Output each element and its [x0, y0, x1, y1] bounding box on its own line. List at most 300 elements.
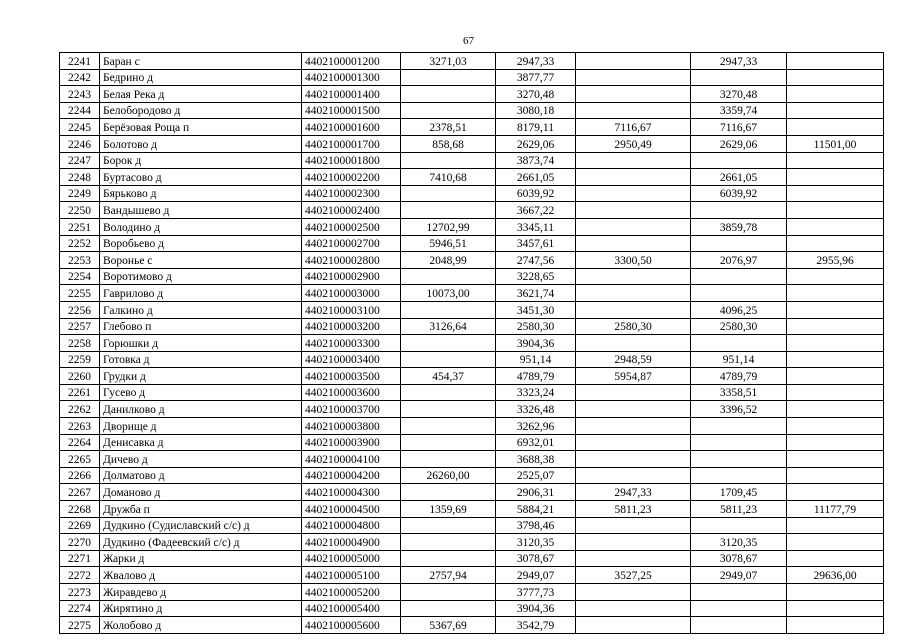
value-col2-cell: 3323,24: [496, 384, 576, 401]
table-row: [60, 135, 884, 152]
table-row: [60, 318, 884, 335]
settlement-name-cell: Гусево д: [100, 384, 302, 401]
settlement-name-cell: Глебово п: [100, 318, 302, 335]
table-row: [60, 268, 884, 285]
value-col2-cell: 3688,38: [496, 451, 576, 468]
table-row: [60, 617, 884, 634]
row-number-cell: 2241: [60, 53, 100, 70]
value-col1-cell: [401, 185, 496, 202]
value-col1-cell: [401, 401, 496, 418]
row-number-cell: 2273: [60, 584, 100, 601]
settlement-name-cell: Готовка д: [100, 351, 302, 368]
value-col1-cell: [401, 86, 496, 103]
code-cell: 4402100001700: [302, 135, 401, 152]
table-row: [60, 434, 884, 451]
value-col3-cell: [576, 451, 691, 468]
row-number-cell: 2244: [60, 102, 100, 119]
settlement-name-cell: Грудки д: [100, 368, 302, 385]
value-col1-cell: [401, 384, 496, 401]
settlement-name-cell: Бедрино д: [100, 69, 302, 86]
value-col5-cell: [787, 301, 884, 318]
value-col1-cell: 3126,64: [401, 318, 496, 335]
table-row: [60, 501, 884, 518]
code-cell: 4402100004100: [302, 451, 401, 468]
value-col3-cell: 5811,23: [576, 501, 691, 518]
settlement-name-cell: Болотово д: [100, 135, 302, 152]
value-col5-cell: [787, 218, 884, 235]
code-cell: 4402100001600: [302, 119, 401, 136]
code-cell: 4402100002300: [302, 185, 401, 202]
value-col3-cell: [576, 69, 691, 86]
value-col4-cell: [691, 152, 787, 169]
value-col3-cell: [576, 384, 691, 401]
value-col4-cell: 4789,79: [691, 368, 787, 385]
code-cell: 4402100003400: [302, 351, 401, 368]
settlement-name-cell: Жирятино д: [100, 600, 302, 617]
settlement-name-cell: Воротимово д: [100, 268, 302, 285]
row-number-cell: 2274: [60, 600, 100, 617]
value-col1-cell: [401, 268, 496, 285]
code-cell: 4402100002400: [302, 202, 401, 219]
table-row: [60, 252, 884, 269]
table-row: [60, 351, 884, 368]
value-col4-cell: 3359,74: [691, 102, 787, 119]
value-col1-cell: [401, 484, 496, 501]
table-row: [60, 418, 884, 435]
value-col3-cell: [576, 301, 691, 318]
row-number-cell: 2272: [60, 567, 100, 584]
settlement-name-cell: Денисавка д: [100, 434, 302, 451]
code-cell: 4402100003900: [302, 434, 401, 451]
value-col4-cell: 4096,25: [691, 301, 787, 318]
code-cell: 4402100001200: [302, 53, 401, 70]
row-number-cell: 2259: [60, 351, 100, 368]
value-col1-cell: [401, 600, 496, 617]
value-col2-cell: 6932,01: [496, 434, 576, 451]
code-cell: 4402100002500: [302, 218, 401, 235]
code-cell: 4402100003500: [302, 368, 401, 385]
settlement-name-cell: Жвалово д: [100, 567, 302, 584]
code-cell: 4402100002200: [302, 169, 401, 186]
value-col2-cell: 3777,73: [496, 584, 576, 601]
value-col5-cell: [787, 467, 884, 484]
value-col5-cell: [787, 235, 884, 252]
row-number-cell: 2248: [60, 169, 100, 186]
data-table: [59, 52, 884, 634]
table-row: [60, 235, 884, 252]
value-col3-cell: [576, 534, 691, 551]
value-col4-cell: 2661,05: [691, 169, 787, 186]
value-col1-cell: [401, 335, 496, 352]
value-col1-cell: [401, 434, 496, 451]
table-row: [60, 451, 884, 468]
value-col3-cell: [576, 517, 691, 534]
row-number-cell: 2256: [60, 301, 100, 318]
settlement-name-cell: Дудкино (Судиславский с/с) д: [100, 517, 302, 534]
value-col3-cell: 2947,33: [576, 484, 691, 501]
code-cell: 4402100004900: [302, 534, 401, 551]
value-col2-cell: 3877,77: [496, 69, 576, 86]
value-col3-cell: [576, 467, 691, 484]
code-cell: 4402100001800: [302, 152, 401, 169]
value-col4-cell: 3859,78: [691, 218, 787, 235]
value-col2-cell: 3904,36: [496, 335, 576, 352]
value-col4-cell: 3078,67: [691, 550, 787, 567]
code-cell: 4402100004500: [302, 501, 401, 518]
value-col2-cell: 5884,21: [496, 501, 576, 518]
value-col2-cell: 3078,67: [496, 550, 576, 567]
value-col2-cell: 3262,96: [496, 418, 576, 435]
value-col5-cell: [787, 119, 884, 136]
table-row: [60, 169, 884, 186]
value-col4-cell: [691, 617, 787, 634]
value-col1-cell: 1359,69: [401, 501, 496, 518]
value-col2-cell: 3873,74: [496, 152, 576, 169]
row-number-cell: 2266: [60, 467, 100, 484]
row-number-cell: 2258: [60, 335, 100, 352]
settlement-name-cell: Горюшки д: [100, 335, 302, 352]
value-col2-cell: 4789,79: [496, 368, 576, 385]
value-col3-cell: [576, 169, 691, 186]
code-cell: 4402100003200: [302, 318, 401, 335]
row-number-cell: 2269: [60, 517, 100, 534]
value-col4-cell: [691, 600, 787, 617]
value-col4-cell: 2949,07: [691, 567, 787, 584]
settlement-name-cell: Гаврилово д: [100, 285, 302, 302]
row-number-cell: 2264: [60, 434, 100, 451]
row-number-cell: 2265: [60, 451, 100, 468]
value-col2-cell: 2629,06: [496, 135, 576, 152]
settlement-name-cell: Жарки д: [100, 550, 302, 567]
code-cell: 4402100001500: [302, 102, 401, 119]
value-col3-cell: [576, 86, 691, 103]
value-col3-cell: [576, 285, 691, 302]
row-number-cell: 2249: [60, 185, 100, 202]
table-row: [60, 285, 884, 302]
code-cell: 4402100003000: [302, 285, 401, 302]
settlement-name-cell: Дворище д: [100, 418, 302, 435]
value-col2-cell: 3667,22: [496, 202, 576, 219]
value-col2-cell: 3798,46: [496, 517, 576, 534]
value-col1-cell: 2378,51: [401, 119, 496, 136]
row-number-cell: 2243: [60, 86, 100, 103]
row-number-cell: 2255: [60, 285, 100, 302]
value-col5-cell: [787, 268, 884, 285]
value-col5-cell: [787, 434, 884, 451]
value-col1-cell: [401, 152, 496, 169]
value-col5-cell: [787, 517, 884, 534]
table-row: [60, 152, 884, 169]
value-col5-cell: [787, 384, 884, 401]
value-col5-cell: [787, 102, 884, 119]
value-col3-cell: [576, 584, 691, 601]
value-col1-cell: 2757,94: [401, 567, 496, 584]
value-col3-cell: 7116,67: [576, 119, 691, 136]
value-col2-cell: 2949,07: [496, 567, 576, 584]
value-col1-cell: 5367,69: [401, 617, 496, 634]
value-col1-cell: [401, 202, 496, 219]
value-col5-cell: 11177,79: [787, 501, 884, 518]
code-cell: 4402100002700: [302, 235, 401, 252]
table-row: [60, 69, 884, 86]
value-col1-cell: [401, 550, 496, 567]
row-number-cell: 2275: [60, 617, 100, 634]
code-cell: 4402100005600: [302, 617, 401, 634]
value-col5-cell: [787, 401, 884, 418]
table-row: [60, 202, 884, 219]
code-cell: 4402100002900: [302, 268, 401, 285]
row-number-cell: 2253: [60, 252, 100, 269]
code-cell: 4402100002800: [302, 252, 401, 269]
value-col3-cell: [576, 550, 691, 567]
value-col4-cell: 3358,51: [691, 384, 787, 401]
settlement-name-cell: Вандышево д: [100, 202, 302, 219]
value-col2-cell: 3228,65: [496, 268, 576, 285]
value-col4-cell: [691, 202, 787, 219]
value-col3-cell: [576, 235, 691, 252]
value-col1-cell: 26260,00: [401, 467, 496, 484]
value-col5-cell: [787, 285, 884, 302]
row-number-cell: 2267: [60, 484, 100, 501]
value-col3-cell: [576, 152, 691, 169]
value-col5-cell: [787, 534, 884, 551]
table-row: [60, 484, 884, 501]
value-col4-cell: 6039,92: [691, 185, 787, 202]
value-col3-cell: 2948,59: [576, 351, 691, 368]
value-col4-cell: 2629,06: [691, 135, 787, 152]
row-number-cell: 2252: [60, 235, 100, 252]
table-row: [60, 119, 884, 136]
code-cell: 4402100001300: [302, 69, 401, 86]
value-col3-cell: 2950,49: [576, 135, 691, 152]
value-col2-cell: 951,14: [496, 351, 576, 368]
table-row: [60, 102, 884, 119]
row-number-cell: 2271: [60, 550, 100, 567]
value-col2-cell: 3904,36: [496, 600, 576, 617]
value-col2-cell: 2580,30: [496, 318, 576, 335]
settlement-name-cell: Доманово д: [100, 484, 302, 501]
settlement-name-cell: Володино д: [100, 218, 302, 235]
value-col3-cell: [576, 434, 691, 451]
value-col4-cell: 7116,67: [691, 119, 787, 136]
settlement-name-cell: Дудкино (Фадеевский с/с) д: [100, 534, 302, 551]
value-col4-cell: [691, 418, 787, 435]
value-col1-cell: [401, 517, 496, 534]
row-number-cell: 2245: [60, 119, 100, 136]
value-col2-cell: 3270,48: [496, 86, 576, 103]
row-number-cell: 2257: [60, 318, 100, 335]
value-col3-cell: [576, 218, 691, 235]
value-col3-cell: [576, 102, 691, 119]
value-col5-cell: [787, 351, 884, 368]
settlement-name-cell: Белобородово д: [100, 102, 302, 119]
value-col1-cell: [401, 534, 496, 551]
settlement-name-cell: Галкино д: [100, 301, 302, 318]
value-col4-cell: [691, 517, 787, 534]
value-col5-cell: [787, 169, 884, 186]
value-col2-cell: 2947,33: [496, 53, 576, 70]
table-row: [60, 401, 884, 418]
row-number-cell: 2242: [60, 69, 100, 86]
table-row: [60, 584, 884, 601]
settlement-name-cell: Буртасово д: [100, 169, 302, 186]
code-cell: 4402100005000: [302, 550, 401, 567]
value-col1-cell: 858,68: [401, 135, 496, 152]
value-col4-cell: 2947,33: [691, 53, 787, 70]
settlement-name-cell: Дружба п: [100, 501, 302, 518]
value-col1-cell: 10073,00: [401, 285, 496, 302]
value-col4-cell: 5811,23: [691, 501, 787, 518]
value-col4-cell: 1709,45: [691, 484, 787, 501]
value-col2-cell: 2661,05: [496, 169, 576, 186]
row-number-cell: 2263: [60, 418, 100, 435]
code-cell: 4402100003800: [302, 418, 401, 435]
value-col1-cell: [401, 301, 496, 318]
value-col5-cell: [787, 484, 884, 501]
table-row: [60, 218, 884, 235]
value-col2-cell: 2906,31: [496, 484, 576, 501]
settlement-name-cell: Долматово д: [100, 467, 302, 484]
page-number: 67: [463, 35, 474, 47]
settlement-name-cell: Воробьево д: [100, 235, 302, 252]
settlement-name-cell: Борок д: [100, 152, 302, 169]
value-col4-cell: 3120,35: [691, 534, 787, 551]
code-cell: 4402100005400: [302, 600, 401, 617]
value-col1-cell: 454,37: [401, 368, 496, 385]
value-col2-cell: 3457,61: [496, 235, 576, 252]
value-col4-cell: [691, 335, 787, 352]
value-col2-cell: 3621,74: [496, 285, 576, 302]
table-row: [60, 301, 884, 318]
value-col3-cell: [576, 600, 691, 617]
row-number-cell: 2247: [60, 152, 100, 169]
value-col4-cell: [691, 235, 787, 252]
value-col5-cell: [787, 600, 884, 617]
row-number-cell: 2261: [60, 384, 100, 401]
row-number-cell: 2260: [60, 368, 100, 385]
value-col1-cell: [401, 102, 496, 119]
value-col1-cell: [401, 451, 496, 468]
table-row: [60, 534, 884, 551]
value-col3-cell: [576, 617, 691, 634]
table-row: [60, 567, 884, 584]
row-number-cell: 2268: [60, 501, 100, 518]
value-col4-cell: 3396,52: [691, 401, 787, 418]
code-cell: 4402100005100: [302, 567, 401, 584]
value-col3-cell: [576, 401, 691, 418]
value-col5-cell: [787, 53, 884, 70]
code-cell: 4402100005200: [302, 584, 401, 601]
value-col1-cell: 12702,99: [401, 218, 496, 235]
value-col2-cell: 3345,11: [496, 218, 576, 235]
value-col2-cell: 2525,07: [496, 467, 576, 484]
table-row: [60, 335, 884, 352]
table-row: [60, 384, 884, 401]
table-row: [60, 467, 884, 484]
table-row: [60, 53, 884, 70]
value-col5-cell: [787, 451, 884, 468]
table-row: [60, 600, 884, 617]
value-col2-cell: 3120,35: [496, 534, 576, 551]
value-col5-cell: [787, 69, 884, 86]
value-col1-cell: 2048,99: [401, 252, 496, 269]
value-col3-cell: [576, 185, 691, 202]
value-col2-cell: 3080,18: [496, 102, 576, 119]
value-col4-cell: [691, 467, 787, 484]
row-number-cell: 2254: [60, 268, 100, 285]
value-col4-cell: 2580,30: [691, 318, 787, 335]
settlement-name-cell: Жиравдево д: [100, 584, 302, 601]
code-cell: 4402100003100: [302, 301, 401, 318]
code-cell: 4402100003300: [302, 335, 401, 352]
value-col1-cell: 5946,51: [401, 235, 496, 252]
value-col3-cell: 2580,30: [576, 318, 691, 335]
value-col4-cell: [691, 268, 787, 285]
settlement-name-cell: Воронье с: [100, 252, 302, 269]
row-number-cell: 2251: [60, 218, 100, 235]
value-col2-cell: 3326,48: [496, 401, 576, 418]
settlement-name-cell: Жолобово д: [100, 617, 302, 634]
table-row: [60, 185, 884, 202]
code-cell: 4402100003600: [302, 384, 401, 401]
table-row: [60, 550, 884, 567]
settlement-name-cell: Берёзовая Роща п: [100, 119, 302, 136]
value-col4-cell: [691, 285, 787, 302]
code-cell: 4402100004200: [302, 467, 401, 484]
row-number-cell: 2262: [60, 401, 100, 418]
row-number-cell: 2246: [60, 135, 100, 152]
value-col3-cell: [576, 335, 691, 352]
value-col5-cell: 29636,00: [787, 567, 884, 584]
value-col5-cell: [787, 617, 884, 634]
value-col3-cell: 3527,25: [576, 567, 691, 584]
value-col5-cell: 11501,00: [787, 135, 884, 152]
value-col5-cell: [787, 152, 884, 169]
table-row: [60, 86, 884, 103]
code-cell: 4402100003700: [302, 401, 401, 418]
value-col5-cell: [787, 335, 884, 352]
value-col4-cell: [691, 584, 787, 601]
table-body: [60, 53, 884, 634]
value-col1-cell: [401, 418, 496, 435]
settlement-name-cell: Дичево д: [100, 451, 302, 468]
value-col1-cell: [401, 584, 496, 601]
row-number-cell: 2250: [60, 202, 100, 219]
value-col4-cell: 3270,48: [691, 86, 787, 103]
settlement-name-cell: Бярьково д: [100, 185, 302, 202]
value-col5-cell: [787, 185, 884, 202]
value-col2-cell: 2747,56: [496, 252, 576, 269]
value-col5-cell: [787, 318, 884, 335]
value-col3-cell: [576, 418, 691, 435]
value-col2-cell: 6039,92: [496, 185, 576, 202]
value-col5-cell: [787, 202, 884, 219]
code-cell: 4402100001400: [302, 86, 401, 103]
value-col3-cell: 5954,87: [576, 368, 691, 385]
value-col3-cell: 3300,50: [576, 252, 691, 269]
value-col4-cell: [691, 69, 787, 86]
value-col5-cell: [787, 584, 884, 601]
table-row: [60, 517, 884, 534]
value-col5-cell: [787, 368, 884, 385]
value-col3-cell: [576, 53, 691, 70]
value-col2-cell: 3542,79: [496, 617, 576, 634]
value-col4-cell: 951,14: [691, 351, 787, 368]
settlement-name-cell: Данилково д: [100, 401, 302, 418]
value-col5-cell: [787, 418, 884, 435]
value-col1-cell: [401, 69, 496, 86]
value-col2-cell: 8179,11: [496, 119, 576, 136]
